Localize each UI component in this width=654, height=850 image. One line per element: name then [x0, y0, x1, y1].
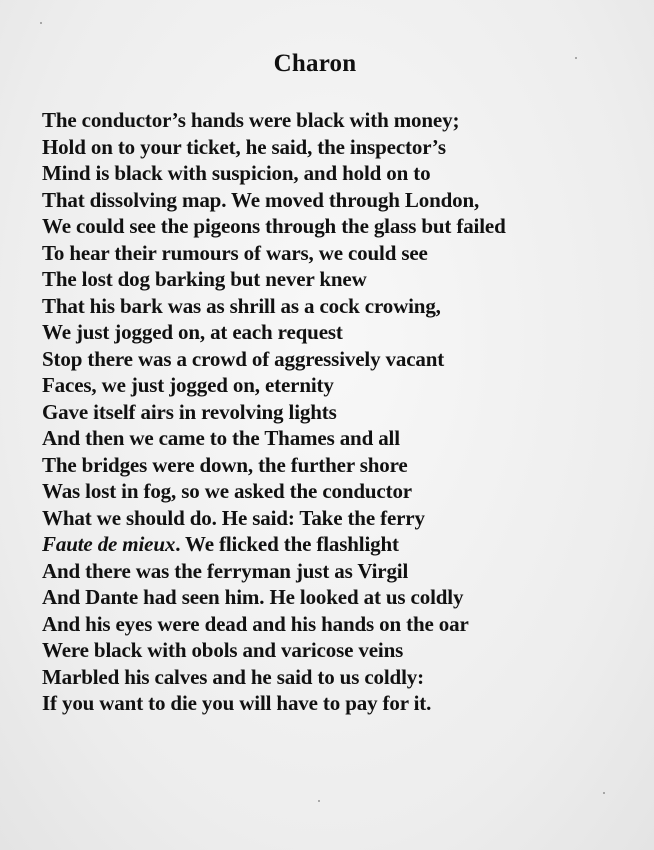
- poem-line: If you want to die you will have to pay for it.: [42, 691, 432, 715]
- poem-line: We could see the pigeons through the glass but failed: [42, 214, 506, 238]
- poem-line: To hear their rumours of wars, we could see: [42, 240, 428, 265]
- poem-line: Mind is black with suspicion, and hold on to: [42, 161, 431, 185]
- italic-phrase: Faute de mieux: [42, 532, 176, 556]
- poem-line: Gave itself airs in revolving lights: [42, 399, 337, 424]
- line-remainder: . We flicked the flashlight: [175, 532, 399, 556]
- poem-line: [42, 531, 642, 558]
- poem-line: And there was the ferryman just as Virgil: [42, 558, 409, 583]
- paper-speck: [603, 792, 605, 794]
- paper-speck: [40, 22, 42, 24]
- poem-line: And his eyes were dead and his hands on the oar: [42, 611, 469, 636]
- poem-line: Was lost in fog, so we asked the conductor: [42, 479, 412, 503]
- poem-line: That his bark was as shrill as a cock crowing,: [42, 293, 441, 318]
- poem-title: Charon: [273, 50, 357, 77]
- poem-body: [42, 107, 642, 717]
- poem-line: We just jogged on, at each request: [42, 320, 343, 344]
- poem-line: Were black with obols and varicose veins: [42, 638, 404, 662]
- paper-speck: [318, 800, 320, 802]
- poem-line: Faces, we just jogged on, eternity: [42, 373, 334, 397]
- poem-line: And Dante had seen him. He looked at us coldly: [42, 585, 464, 609]
- poem-line: Marbled his calves and he said to us coldly:: [42, 664, 424, 689]
- paper-speck: [575, 57, 577, 59]
- poem-line: That dissolving map. We moved through London,: [42, 187, 480, 212]
- poem-line: The conductor’s hands were black with money;: [42, 108, 460, 132]
- poem-line: Hold on to your ticket, he said, the inspector’s: [42, 134, 446, 159]
- poem-line: And then we came to the Thames and all: [42, 426, 400, 450]
- poem-line: Stop there was a crowd of aggressively vacant: [42, 346, 445, 371]
- poem-line: The lost dog barking but never knew: [42, 267, 367, 291]
- poem-line: The bridges were down, the further shore: [42, 452, 408, 477]
- poem-line: What we should do. He said: Take the ferry: [42, 505, 425, 530]
